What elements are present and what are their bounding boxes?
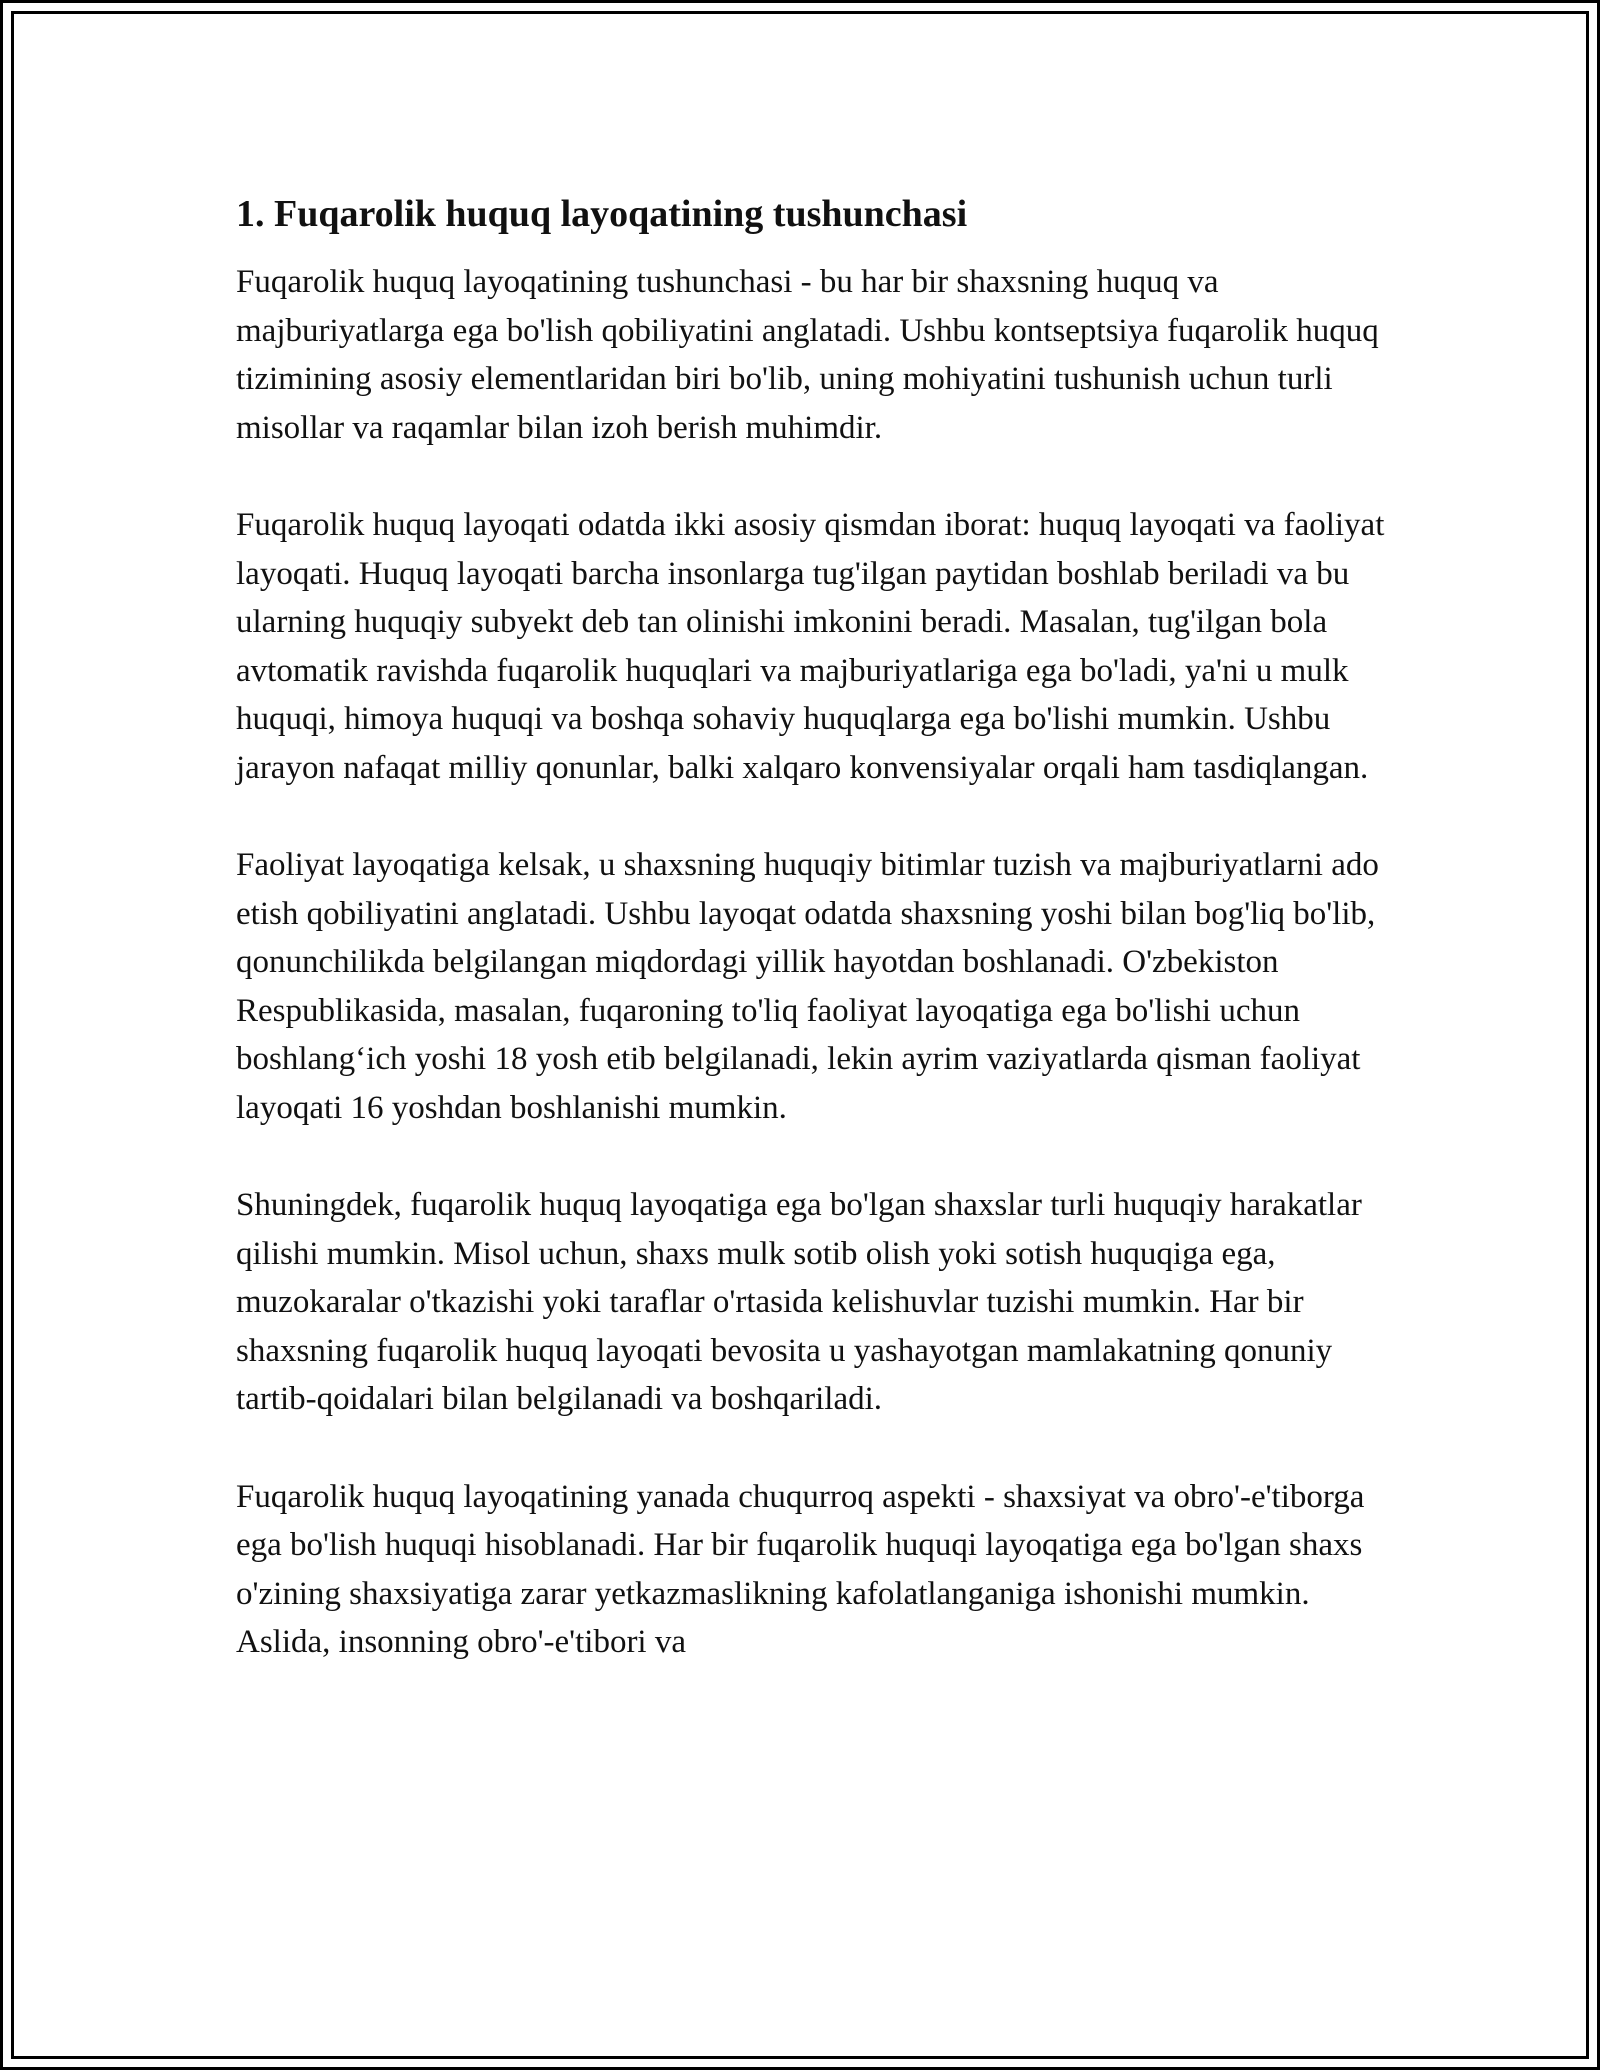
document-body: [236, 190, 1386, 1716]
section-title: 1. Fuqarolik huquq layoqatining tushunchasi: [236, 193, 968, 235]
paragraph-1: Fuqarolik huquq layoqatining tushunchasi - bu har bir shaxsning huquq va majburiyatlarga ega bo'lish qobiliyatini anglatadi. Ushbu kontseptsiya fuqarolik huquq tizimining asosiy elementlaridan biri bo'lib, uning mohiyatini tushunish uchun turli misollar va raqamlar bilan izoh berish muhimdir.: [236, 264, 1379, 446]
paragraph-5: Fuqarolik huquq layoqatining yanada chuqurroq aspekti - shaxsiyat va obro'-e'tiborga ega bo'lish huquqi hisoblanadi. Har bir fuqarolik huquqi layoqatiga ega bo'lgan shaxs o'zining shaxsiyatiga zarar yetkazmaslikning kafolatlanganiga ishonishi mumkin. Aslida, insonning obro'-e'tibori va: [236, 1478, 1365, 1660]
paragraph-3: Faoliyat layoqatiga kelsak, u shaxsning huquqiy bitimlar tuzish va majburiyatlarni ado etish qobiliyatini anglatadi. Ushbu layoqat odatda shaxsning yoshi bilan bog'liq bo'lib, qonunchilikda belgilangan miqdordagi yillik hayotdan boshlanadi. O'zbekiston Respublikasida, masalan, fuqaroning to'liq faoliyat layoqatiga ega bo'lishi uchun boshlang‘ich yoshi 18 yosh etib belgilanadi, lekin ayrim vaziyatlarda qisman faoliyat layoqati 16 yoshdan boshlanishi mumkin.: [236, 847, 1379, 1126]
paragraph-2: Fuqarolik huquq layoqati odatda ikki asosiy qismdan iborat: huquq layoqati va faoliyat layoqati. Huquq layoqati barcha insonlarga tug'ilgan paytidan boshlab beriladi va bu ularning huquqiy subyekt deb tan olinishi imkonini beradi. Masalan, tug'ilgan bola avtomatik ravishda fuqarolik huquqlari va majburiyatlariga ega bo'ladi, ya'ni u mulk huquqi, himoya huquqi va boshqa sohaviy huquqlarga ega bo'lishi mumkin. Ushbu jarayon nafaqat milliy qonunlar, balki xalqaro konvensiyalar orqali ham tasdiqlangan.: [236, 507, 1385, 786]
paragraph-4: Shuningdek, fuqarolik huquq layoqatiga ega bo'lgan shaxslar turli huquqiy harakatlar qilishi mumkin. Misol uchun, shaxs mulk sotib olish yoki sotish huquqiga ega, muzokaralar o'tkazishi yoki taraflar o'rtasida kelishuvlar tuzishi mumkin. Har bir shaxsning fuqarolik huquq layoqati bevosita u yashayotgan mamlakatning qonuniy tartib-qoidalari bilan belgilanadi va boshqariladi.: [236, 1187, 1362, 1417]
